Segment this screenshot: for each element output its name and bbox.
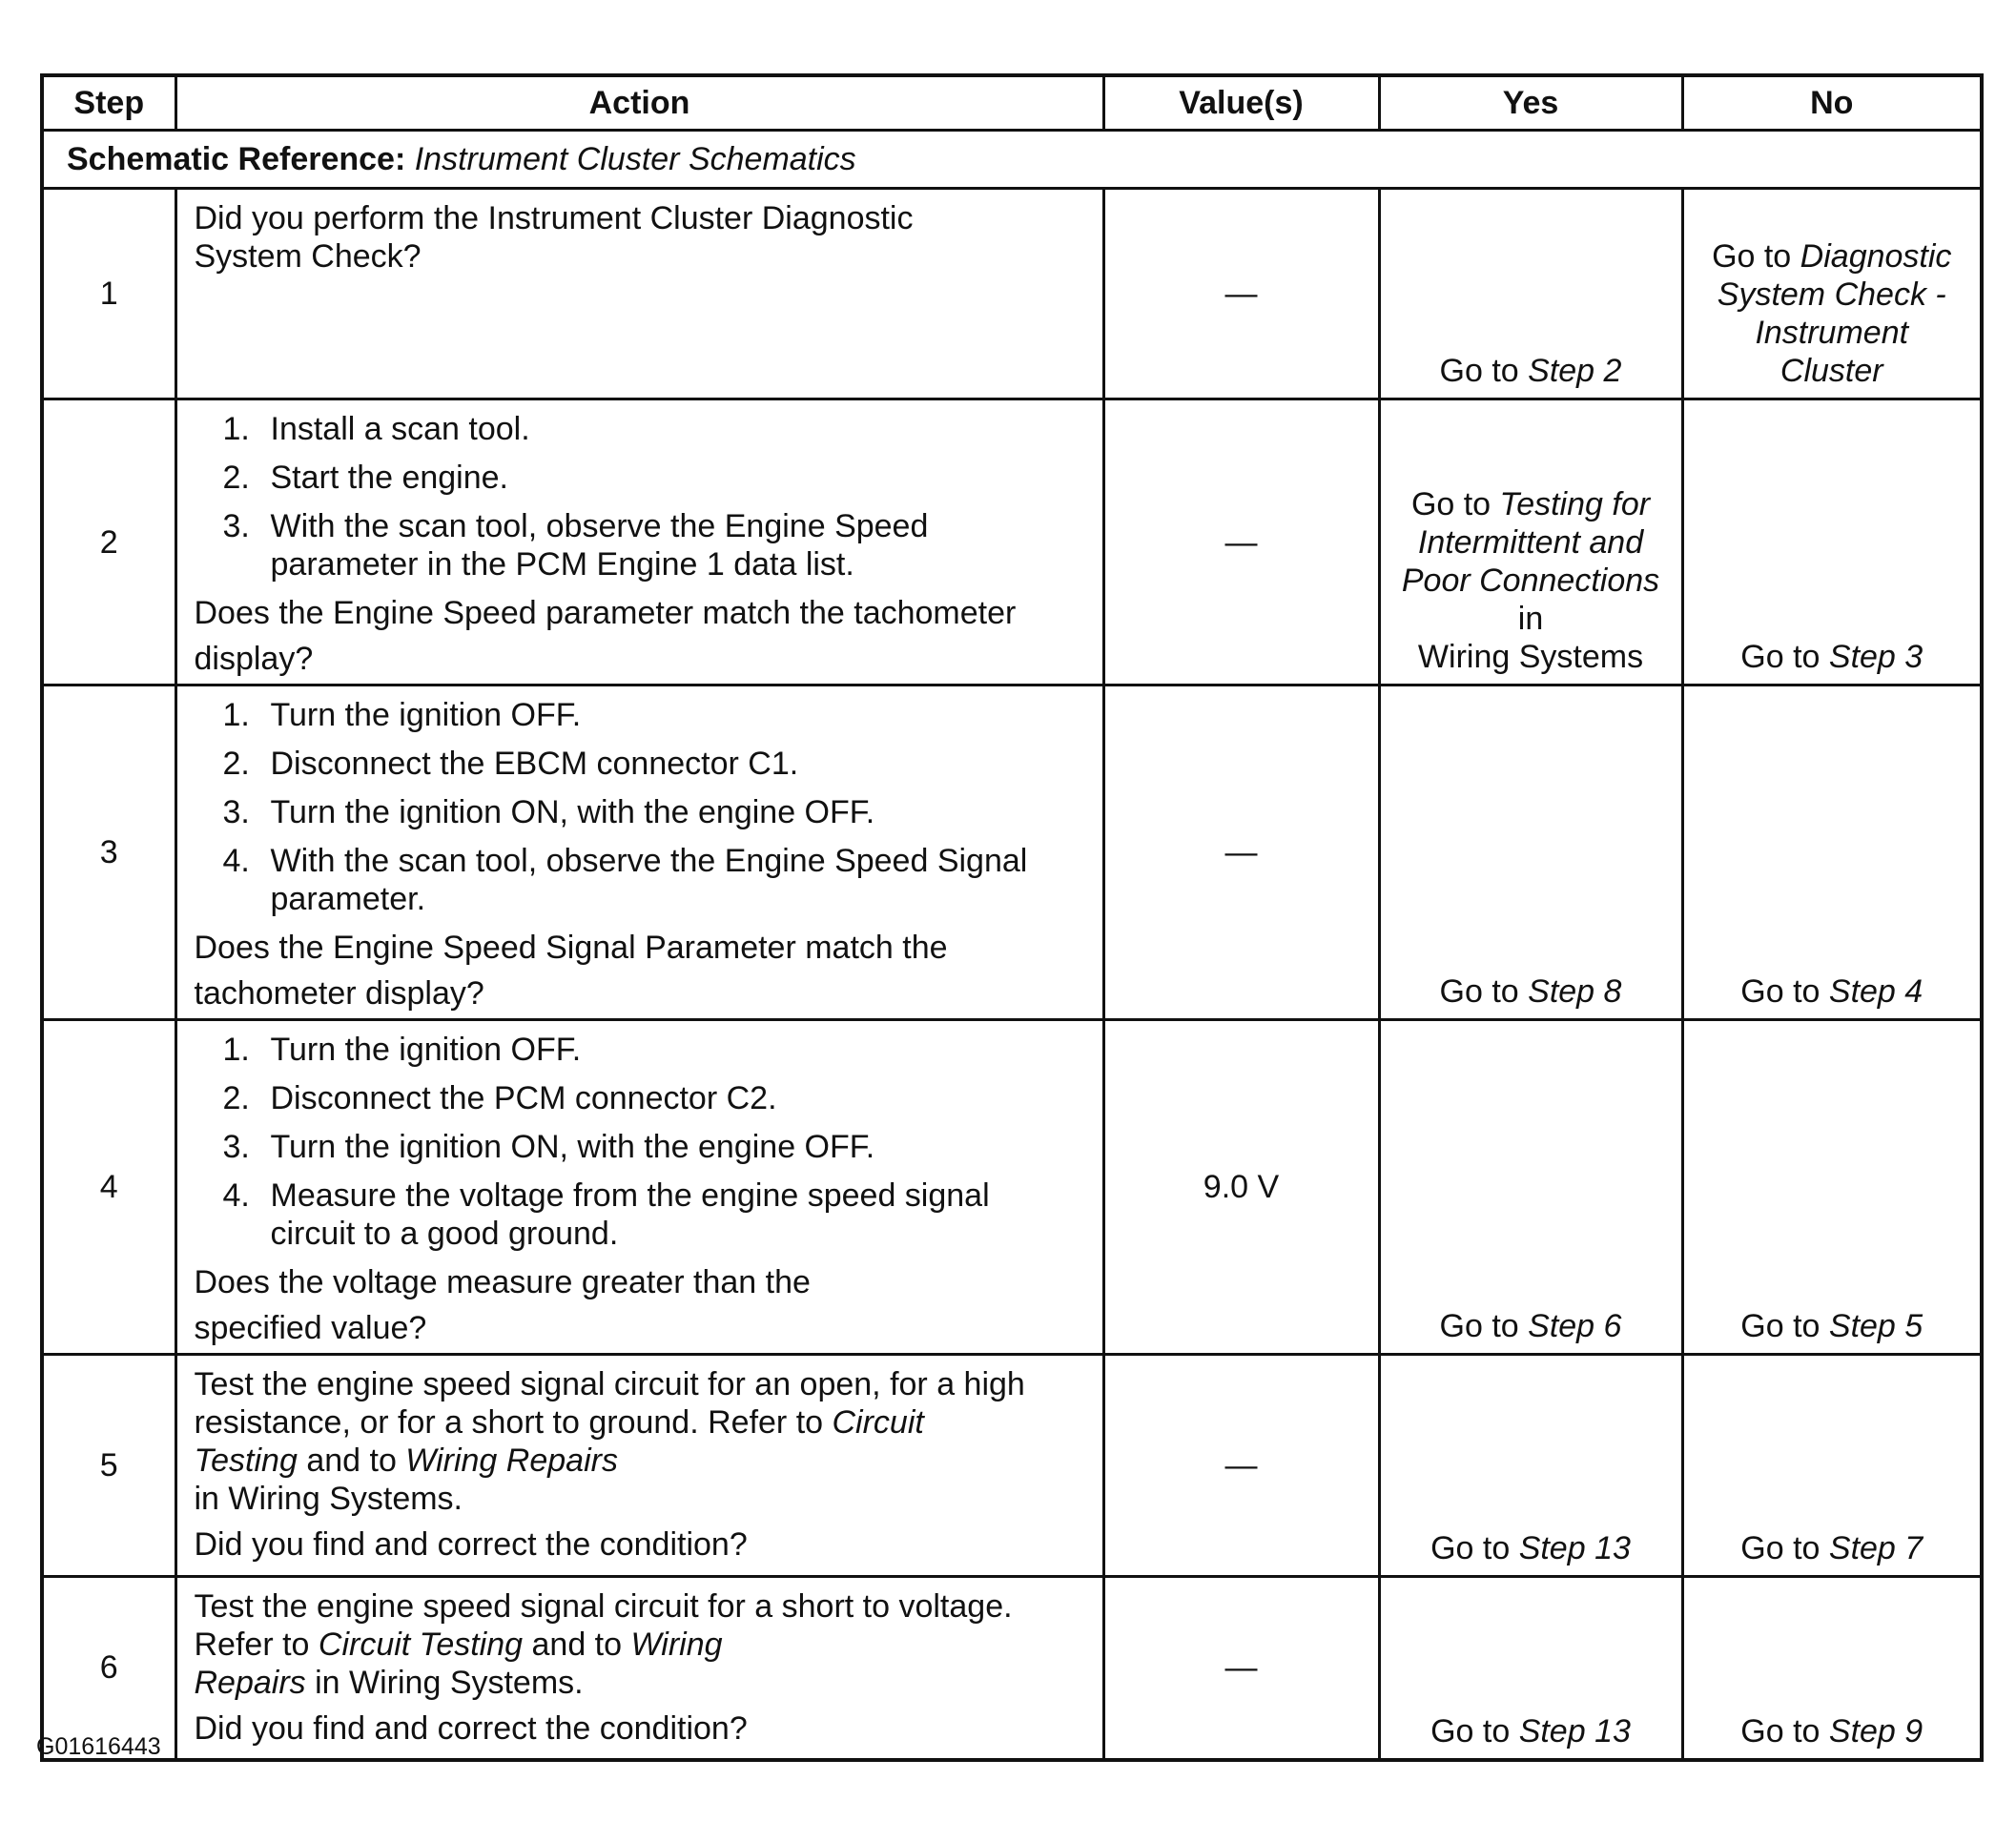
question-line	[195, 929, 1083, 967]
substep	[195, 459, 1083, 497]
step-number: 5	[42, 1355, 175, 1577]
substep-list	[195, 1031, 1083, 1253]
text: Does the Engine Speed Signal Parameter match the	[194, 930, 948, 966]
italic-text: Cluster	[1779, 353, 1883, 389]
table-row	[42, 1577, 1982, 1760]
italic-text: Step 9	[1828, 1712, 1923, 1749]
italic-text: Step 4	[1828, 973, 1923, 1010]
text: Go to	[1740, 1308, 1829, 1344]
italic-text: Step 8	[1528, 973, 1622, 1010]
italic-text: Testing for	[1499, 486, 1651, 522]
italic-text: Wiring Repairs	[405, 1442, 618, 1479]
no-line	[1684, 1712, 1981, 1750]
question-line	[195, 640, 1083, 678]
substep-line: Turn the ignition ON, with the engine OFF.	[270, 1129, 875, 1165]
italic-text: Instrument	[1755, 315, 1909, 351]
text: Go to	[1439, 973, 1529, 1010]
action-cell	[175, 1355, 1103, 1577]
action-line	[195, 1442, 1083, 1480]
substep	[195, 793, 1083, 831]
yes-cell	[1379, 685, 1682, 1020]
no-line	[1684, 276, 1981, 314]
text: display?	[194, 641, 314, 677]
yes-line	[1381, 1529, 1681, 1567]
substep-line: With the scan tool, observe the Engine Speed	[270, 508, 929, 544]
italic-text: System Check -	[1717, 276, 1946, 313]
value-cell: 9.0 V	[1103, 1020, 1379, 1355]
substep-list	[195, 410, 1083, 583]
no-cell	[1682, 1577, 1982, 1760]
substep-line: Turn the ignition ON, with the engine OFF.	[270, 794, 875, 830]
substep	[195, 1176, 1083, 1253]
yes-cell	[1379, 399, 1682, 685]
text: Go to	[1439, 353, 1529, 389]
substep-number: 1.	[222, 1032, 250, 1068]
substep-number: 2.	[222, 746, 250, 782]
text: tachometer display?	[194, 975, 484, 1012]
text: Go to	[1410, 486, 1500, 522]
question-line	[195, 1309, 1083, 1347]
yes-cell	[1379, 1020, 1682, 1355]
text: in Wiring Systems.	[305, 1665, 584, 1701]
italic-text: Circuit	[832, 1404, 924, 1441]
yes-line	[1381, 972, 1681, 1011]
no-line	[1684, 1307, 1981, 1345]
schematic-reference-row	[42, 131, 1982, 189]
value-cell: —	[1103, 189, 1379, 399]
value-cell: —	[1103, 1577, 1379, 1760]
italic-text: Intermittent and	[1417, 524, 1644, 561]
action-cell	[175, 189, 1103, 399]
substep	[195, 745, 1083, 783]
table-row	[42, 189, 1982, 399]
text: Did you find and correct the condition?	[194, 1526, 748, 1563]
substep-number: 4.	[222, 843, 250, 879]
italic-text: Step 7	[1828, 1530, 1923, 1566]
substep	[195, 1079, 1083, 1117]
action-cell	[175, 1577, 1103, 1760]
text: Refer to	[194, 1627, 319, 1663]
substep-list	[195, 696, 1083, 918]
action-line	[195, 1587, 1083, 1626]
question-line	[195, 1709, 1083, 1748]
no-cell	[1682, 685, 1982, 1020]
header-no: No	[1682, 75, 1982, 131]
substep-line: Disconnect the PCM connector C2.	[270, 1080, 777, 1116]
action-cell	[175, 1020, 1103, 1355]
yes-line	[1381, 352, 1681, 390]
substep-number: 1.	[222, 411, 250, 447]
substep	[195, 1031, 1083, 1069]
yes-cell	[1379, 1355, 1682, 1577]
italic-text: Repairs	[194, 1665, 306, 1701]
substep-number: 2.	[222, 460, 250, 496]
text: System Check?	[194, 238, 422, 275]
yes-line	[1381, 1307, 1681, 1345]
schematic-reference-value: Instrument Cluster Schematics	[414, 141, 856, 177]
no-cell	[1682, 189, 1982, 399]
substep-number: 4.	[222, 1177, 250, 1214]
italic-text: Step 3	[1828, 639, 1923, 675]
substep-line: Turn the ignition OFF.	[270, 1032, 582, 1068]
step-number: 4	[42, 1020, 175, 1355]
step-number: 2	[42, 399, 175, 685]
text: Did you find and correct the condition?	[194, 1710, 748, 1747]
question-line	[195, 1525, 1083, 1564]
italic-text: Diagnostic	[1800, 238, 1952, 275]
yes-line	[1381, 485, 1681, 523]
text: Go to	[1740, 1530, 1829, 1566]
substep-number: 2.	[222, 1080, 250, 1116]
no-line	[1684, 352, 1981, 390]
action-line	[195, 1480, 1083, 1518]
value-cell: —	[1103, 685, 1379, 1020]
text: Test the engine speed signal circuit for an open, for a high	[194, 1366, 1025, 1402]
yes-line	[1381, 562, 1681, 600]
figure-id: G01616443	[36, 1733, 161, 1760]
no-line	[1684, 237, 1981, 276]
no-cell	[1682, 1020, 1982, 1355]
italic-text: Step 13	[1518, 1712, 1631, 1749]
text: Does the voltage measure greater than the	[194, 1264, 811, 1300]
text: in Wiring Systems.	[194, 1481, 463, 1517]
text: Go to	[1712, 238, 1800, 275]
yes-line	[1381, 523, 1681, 562]
action-line	[195, 237, 1083, 276]
no-line	[1684, 314, 1981, 352]
question-line	[195, 594, 1083, 632]
step-number: 6	[42, 1577, 175, 1760]
substep	[195, 410, 1083, 448]
substep	[195, 1128, 1083, 1166]
substep-line: Install a scan tool.	[270, 411, 530, 447]
substep-line: Disconnect the EBCM connector C1.	[270, 746, 799, 782]
action-line	[195, 1403, 1083, 1442]
no-cell	[1682, 1355, 1982, 1577]
substep-line: Start the engine.	[270, 460, 509, 496]
substep	[195, 696, 1083, 734]
schematic-reference-label: Schematic Reference:	[67, 141, 406, 177]
no-cell	[1682, 399, 1982, 685]
header-values: Value(s)	[1103, 75, 1379, 131]
action-line	[195, 1664, 1083, 1702]
diagnostic-table	[40, 73, 1984, 1762]
italic-text: Step 5	[1828, 1308, 1923, 1344]
text: and to	[523, 1627, 631, 1663]
text: Did you perform the Instrument Cluster Diagnostic	[194, 200, 914, 236]
text: Wiring Systems	[1417, 639, 1644, 675]
header-yes: Yes	[1379, 75, 1682, 131]
text: Does the Engine Speed parameter match the tachometer	[194, 595, 1017, 631]
question-line	[195, 974, 1083, 1013]
table-row	[42, 399, 1982, 685]
italic-text: Circuit Testing	[318, 1627, 524, 1663]
action-line	[195, 1626, 1083, 1664]
action-cell	[175, 399, 1103, 685]
text: resistance, or for a short to ground. Refer to	[194, 1404, 833, 1441]
step-number: 1	[42, 189, 175, 399]
text: Go to	[1430, 1530, 1519, 1566]
yes-cell	[1379, 1577, 1682, 1760]
step-number: 3	[42, 685, 175, 1020]
italic-text: Testing	[194, 1442, 298, 1479]
header-action: Action	[175, 75, 1103, 131]
text: Test the engine speed signal circuit for a short to voltage.	[194, 1588, 1013, 1625]
text: specified value?	[194, 1310, 427, 1346]
substep	[195, 507, 1083, 583]
table-row	[42, 1355, 1982, 1577]
italic-text: Poor Connections	[1401, 563, 1660, 599]
no-line	[1684, 638, 1981, 676]
text: and to	[297, 1442, 406, 1479]
yes-line	[1381, 600, 1681, 638]
substep-line: parameter.	[270, 881, 426, 917]
schematic-reference-cell	[42, 131, 1982, 189]
table-header-row	[42, 75, 1982, 131]
substep	[195, 842, 1083, 918]
text: Go to	[1740, 1712, 1829, 1749]
value-cell: —	[1103, 399, 1379, 685]
text: Go to	[1430, 1712, 1519, 1749]
yes-line	[1381, 638, 1681, 676]
question-line	[195, 1263, 1083, 1301]
yes-line	[1381, 1712, 1681, 1750]
italic-text: Step 2	[1528, 353, 1622, 389]
substep-number: 3.	[222, 508, 250, 544]
substep-line: With the scan tool, observe the Engine Speed Signal	[270, 843, 1028, 879]
substep-number: 3.	[222, 1129, 250, 1165]
text: Go to	[1740, 639, 1829, 675]
text: in	[1517, 601, 1544, 637]
text: Go to	[1740, 973, 1829, 1010]
header-step: Step	[42, 75, 175, 131]
substep-number: 1.	[222, 697, 250, 733]
action-line	[195, 199, 1083, 237]
no-line	[1684, 972, 1981, 1011]
action-cell	[175, 685, 1103, 1020]
value-cell: —	[1103, 1355, 1379, 1577]
yes-cell	[1379, 189, 1682, 399]
text: Go to	[1439, 1308, 1529, 1344]
italic-text: Step 13	[1518, 1530, 1631, 1566]
table-row	[42, 1020, 1982, 1355]
italic-text: Step 6	[1528, 1308, 1622, 1344]
substep-line: Measure the voltage from the engine speed signal	[270, 1177, 990, 1214]
substep-line: circuit to a good ground.	[270, 1216, 619, 1252]
substep-line: Turn the ignition OFF.	[270, 697, 582, 733]
substep-line: parameter in the PCM Engine 1 data list.	[270, 546, 854, 583]
table-row	[42, 685, 1982, 1020]
substep-number: 3.	[222, 794, 250, 830]
italic-text: Wiring	[630, 1627, 723, 1663]
action-line	[195, 1365, 1083, 1403]
no-line	[1684, 1529, 1981, 1567]
